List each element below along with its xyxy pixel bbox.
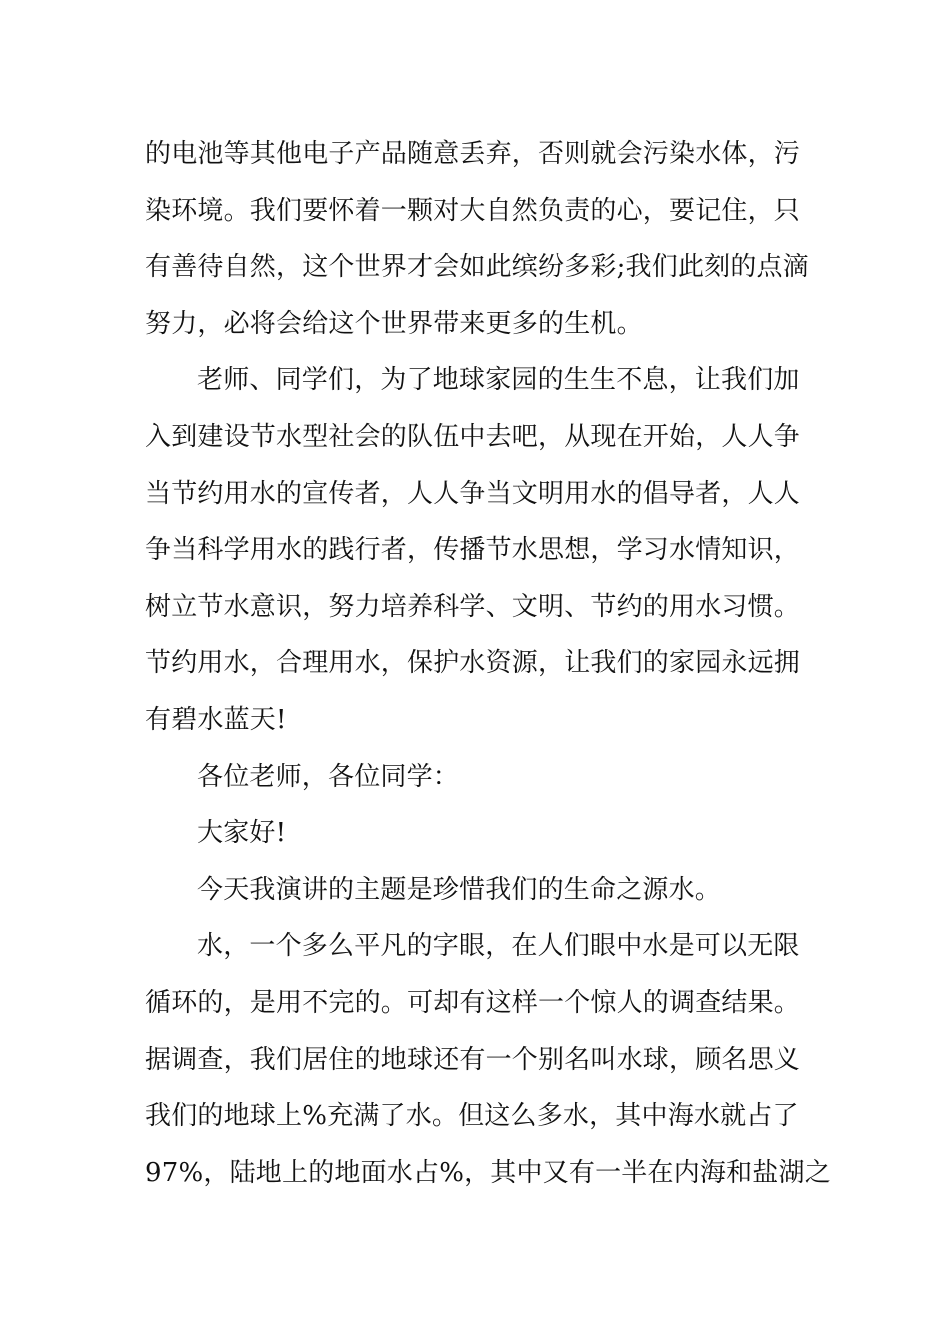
- text-line: 当节约用水的宣传者，人人争当文明用水的倡导者，人人: [145, 478, 801, 509]
- text-line: 我们的地球上%充满了水。但这么多水，其中海水就占了: [145, 1101, 799, 1132]
- text-line: 97%，陆地上的地面水占%，其中又有一半在内海和盐湖之: [145, 1157, 831, 1188]
- text-line: 树立节水意识，努力培养科学、文明、节约的用水习惯。: [145, 591, 801, 622]
- text-line: 水，一个多么平凡的字眼，在人们眼中水是可以无限: [197, 931, 800, 962]
- text-line: 循环的，是用不完的。可却有这样一个惊人的调查结果。: [145, 987, 801, 1018]
- text-line: 争当科学用水的践行者，传播节水思想，学习水情知识，: [145, 535, 801, 566]
- text-line: 节约用水，合理用水，保护水资源，让我们的家园永远拥: [145, 648, 801, 679]
- text-line: 努力，必将会给这个世界带来更多的生机。: [145, 308, 643, 339]
- text-line: 今天我演讲的主题是珍惜我们的生命之源水。: [197, 874, 722, 905]
- text-line: 各位老师，各位同学：: [197, 761, 460, 792]
- text-line: 据调查，我们居住的地球还有一个别名叫水球，顾名思义: [145, 1044, 801, 1075]
- text-line: 有善待自然，这个世界才会如此缤纷多彩;我们此刻的点滴: [145, 252, 809, 283]
- text-line: 入到建设节水型社会的队伍中去吧，从现在开始，人人争: [145, 421, 801, 452]
- text-line: 老师、同学们，为了地球家园的生生不息，让我们加: [197, 365, 800, 396]
- text-line: 大家好!: [197, 818, 287, 849]
- document-body: [145, 126, 831, 1201]
- text-line: 有碧水蓝天!: [145, 704, 287, 735]
- text-line: 染环境。我们要怀着一颗对大自然负责的心，要记住，只: [145, 195, 801, 226]
- text-line: 的电池等其他电子产品随意丢弃，否则就会污染水体，污: [145, 139, 801, 169]
